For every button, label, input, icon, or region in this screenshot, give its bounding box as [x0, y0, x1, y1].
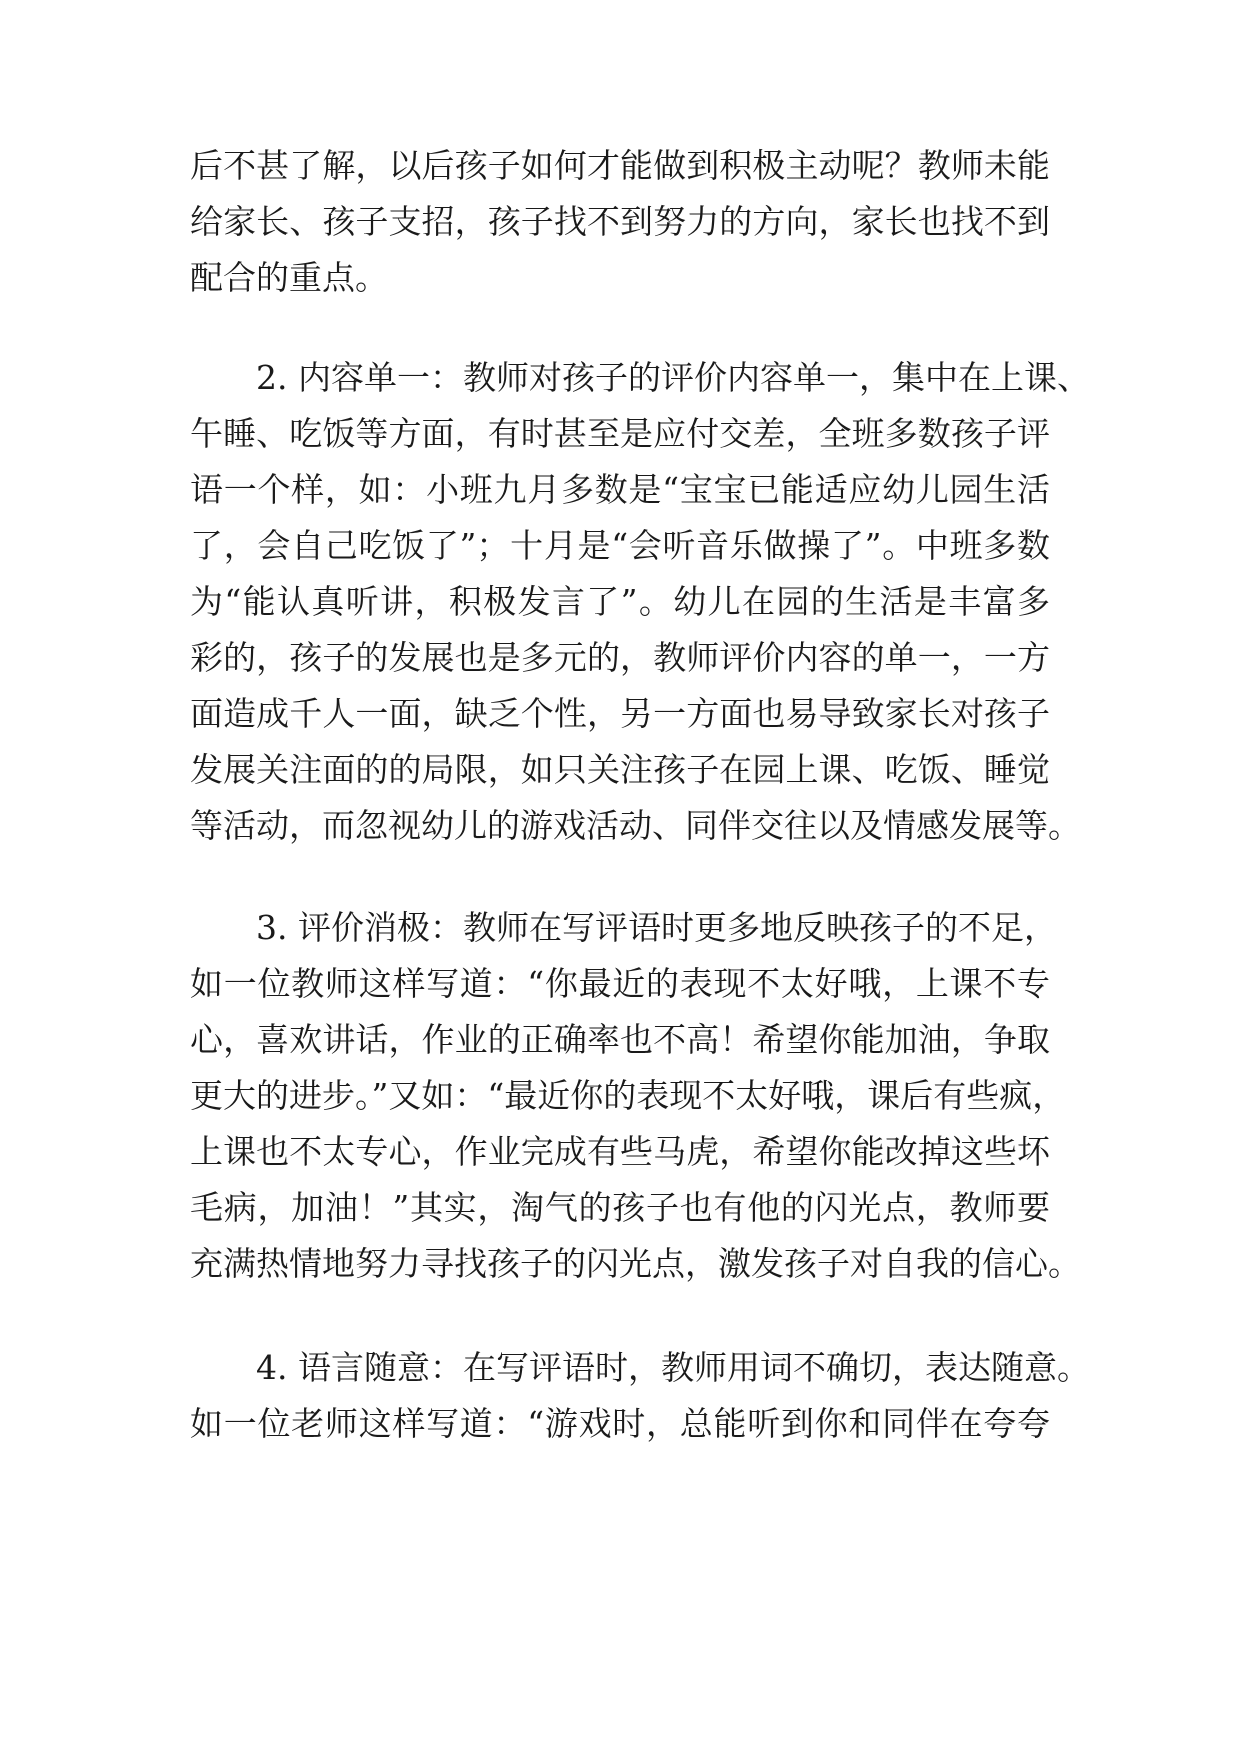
- paragraph-1-line-3: 配合的重点。: [190, 258, 388, 297]
- paragraph-4-line-1: 4. 语言随意：在写评语时，教师用词不确切，表达随意。: [256, 1348, 1090, 1387]
- paragraph-2-line-4: 了，会自己吃饭了”；十月是“会听音乐做操了”。中班多数: [190, 526, 1050, 565]
- paragraph-2-line-7: 面造成千人一面，缺乏个性，另一方面也易导致家长对孩子: [190, 694, 1050, 733]
- paragraph-2-line-3: 语一个样，如：小班九月多数是“宝宝已能适应幼儿园生活: [190, 470, 1050, 509]
- paragraph-3-line-3: 心，喜欢讲话，作业的正确率也不高！希望你能加油，争取: [190, 1020, 1050, 1059]
- paragraph-3-line-1: 3. 评价消极：教师在写评语时更多地反映孩子的不足，: [256, 908, 1057, 947]
- paragraph-2-line-2: 午睡、吃饭等方面，有时甚至是应付交差，全班多数孩子评: [190, 414, 1050, 453]
- paragraph-2-line-8: 发展关注面的的局限，如只关注孩子在园上课、吃饭、睡觉: [190, 750, 1050, 789]
- paragraph-1-line-1: 后不甚了解，以后孩子如何才能做到积极主动呢？教师未能: [190, 146, 1050, 185]
- paragraph-3-line-6: 毛病，加油！”其实，淘气的孩子也有他的闪光点，教师要: [190, 1188, 1050, 1227]
- paragraph-2-line-5: 为“能认真听讲，积极发言了”。幼儿在园的生活是丰富多: [190, 582, 1050, 621]
- paragraph-2-line-1: 2. 内容单一：教师对孩子的评价内容单一，集中在上课、: [256, 358, 1090, 397]
- paragraph-3-line-7: 充满热情地努力寻找孩子的闪光点，激发孩子对自我的信心。: [190, 1244, 1081, 1283]
- paragraph-3-line-5: 上课也不太专心，作业完成有些马虎，希望你能改掉这些坏: [190, 1132, 1050, 1171]
- paragraph-2-line-6: 彩的，孩子的发展也是多元的，教师评价内容的单一，一方: [190, 638, 1050, 677]
- paragraph-1-line-2: 给家长、孩子支招，孩子找不到努力的方向，家长也找不到: [190, 202, 1050, 241]
- paragraph-4-line-2: 如一位老师这样写道：“游戏时，总能听到你和同伴在夸夸: [190, 1404, 1050, 1443]
- paragraph-2-line-9: 等活动，而忽视幼儿的游戏活动、同伴交往以及情感发展等。: [190, 806, 1081, 845]
- paragraph-3-line-4: 更大的进步。”又如：“最近你的表现不太好哦，课后有些疯，: [190, 1076, 1066, 1115]
- paragraph-3-line-2: 如一位教师这样写道：“你最近的表现不太好哦，上课不专: [190, 964, 1050, 1003]
